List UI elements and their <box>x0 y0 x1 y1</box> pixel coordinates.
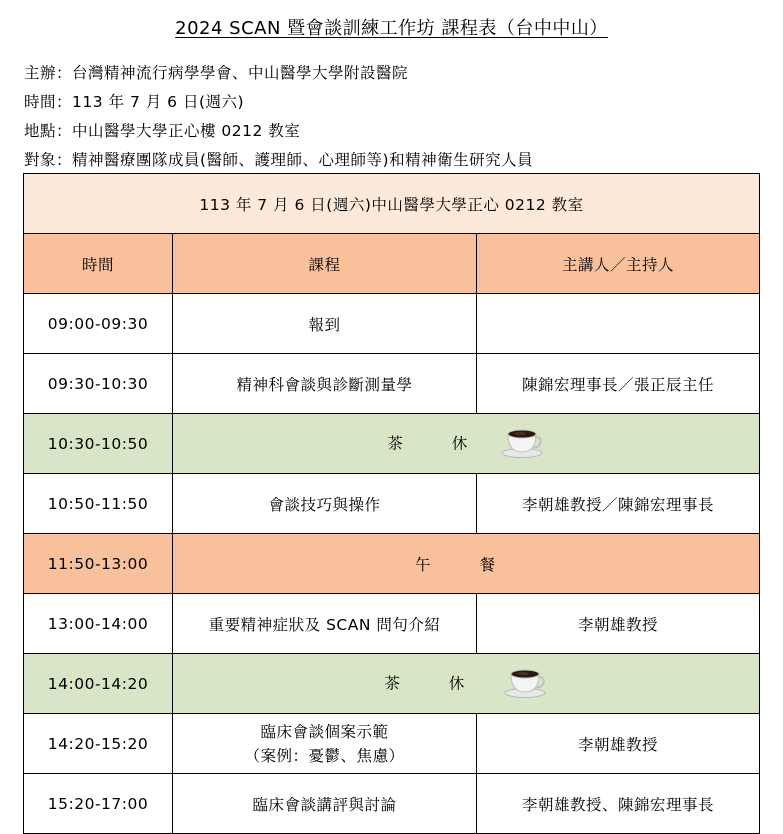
table-row <box>24 294 760 354</box>
lunch-row <box>24 534 760 594</box>
time-cell: 09:30-10:30 <box>24 354 173 414</box>
time-cell: 11:50-13:00 <box>24 534 173 594</box>
topic-line-2: （案例：憂鬱、焦慮） <box>244 746 405 765</box>
table-row <box>24 774 760 834</box>
speaker-cell: 李朝雄教授／陳錦宏理事長 <box>477 474 760 534</box>
organizer-line: 主辦：台灣精神流行病學學會、中山醫學大學附設醫院 <box>24 64 409 82</box>
topic-cell: 臨床會談講評與討論 <box>173 774 477 834</box>
column-header-time: 時間 <box>24 234 173 294</box>
table-row <box>24 594 760 654</box>
coffee-cup-icon <box>499 425 545 463</box>
time-cell: 14:00-14:20 <box>24 654 173 714</box>
break-cell <box>173 414 760 474</box>
time-cell: 10:30-10:50 <box>24 414 173 474</box>
banner-row <box>24 174 760 234</box>
column-header-speaker: 主講人／主持人 <box>477 234 760 294</box>
topic-cell: 重要精神症狀及 SCAN 問句介紹 <box>173 594 477 654</box>
time-cell: 14:20-15:20 <box>24 714 173 774</box>
topic-cell <box>173 714 477 774</box>
lunch-cell <box>173 534 760 594</box>
schedule-table <box>23 173 760 834</box>
time-cell: 09:00-09:30 <box>24 294 173 354</box>
column-header-topic: 課程 <box>173 234 477 294</box>
topic-line-1: 臨床會談個案示範 <box>260 722 389 741</box>
tea-break-row <box>24 654 760 714</box>
topic-cell: 會談技巧與操作 <box>173 474 477 534</box>
page-title-text: 2024 SCAN 暨會談訓練工作坊 課程表（台中中山） <box>175 18 608 39</box>
table-row <box>24 714 760 774</box>
speaker-cell <box>477 294 760 354</box>
table-row <box>24 354 760 414</box>
time-cell: 15:20-17:00 <box>24 774 173 834</box>
break-cell <box>173 654 760 714</box>
topic-cell: 精神科會談與診斷測量學 <box>173 354 477 414</box>
tea-break-row <box>24 414 760 474</box>
schedule-banner: 113 年 7 月 6 日(週六)中山醫學大學正心 0212 教室 <box>24 174 760 234</box>
break-label: 茶 休 <box>387 434 490 452</box>
date-line: 時間：113 年 7 月 6 日(週六) <box>24 93 245 111</box>
coffee-cup-icon <box>502 665 548 703</box>
page-title <box>0 16 783 42</box>
table-row <box>24 474 760 534</box>
speaker-cell: 李朝雄教授 <box>477 714 760 774</box>
audience-line: 對象：精神醫療團隊成員(醫師、護理師、心理師等)和精神衛生研究人員 <box>24 151 534 169</box>
break-label: 茶 休 <box>384 674 487 692</box>
time-cell: 13:00-14:00 <box>24 594 173 654</box>
topic-cell: 報到 <box>173 294 477 354</box>
speaker-cell: 陳錦宏理事長／張正辰主任 <box>477 354 760 414</box>
header-row <box>24 234 760 294</box>
lunch-label: 午 餐 <box>415 555 517 574</box>
speaker-cell: 李朝雄教授 <box>477 594 760 654</box>
time-cell: 10:50-11:50 <box>24 474 173 534</box>
speaker-cell: 李朝雄教授、陳錦宏理事長 <box>477 774 760 834</box>
location-line: 地點：中山醫學大學正心樓 0212 教室 <box>24 122 301 140</box>
